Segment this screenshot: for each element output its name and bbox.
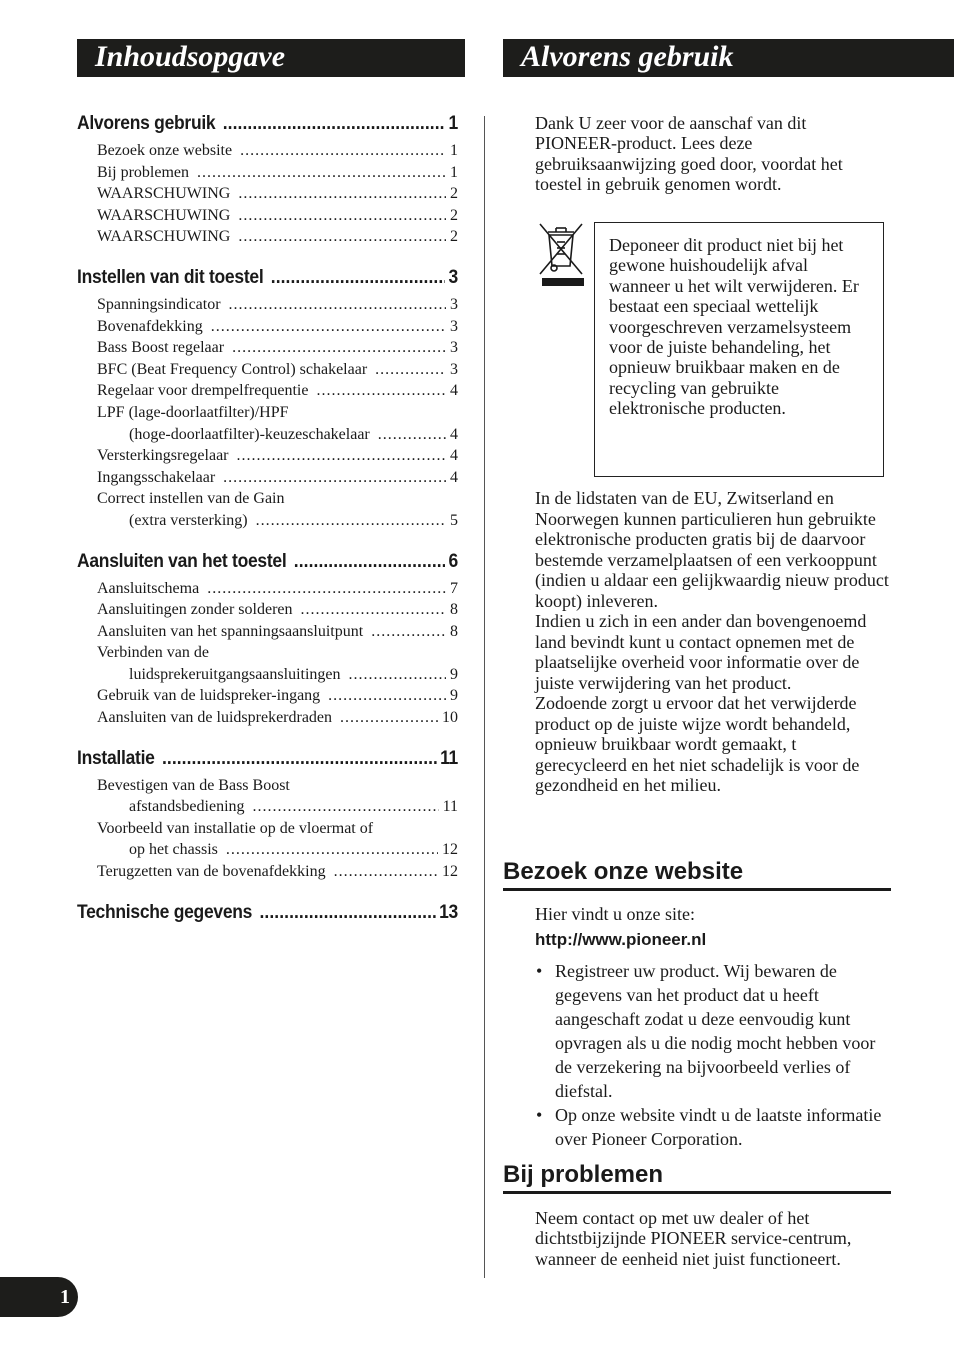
- toc-entry-page: 9: [450, 687, 458, 705]
- toc-entry-label: WAARSCHUWING: [97, 185, 231, 203]
- leader-dots: [223, 467, 446, 489]
- leader-dots: [226, 839, 438, 861]
- toc-entry[interactable]: [77, 707, 458, 729]
- toc-entry[interactable]: [77, 226, 458, 248]
- toc-entry[interactable]: [77, 861, 458, 883]
- leader-dots: [259, 901, 435, 925]
- toc-entry-label: Ingangsschakelaar: [97, 468, 216, 486]
- toc-entry-page: 4: [450, 468, 458, 486]
- eu-paragraph: In de lidstaten van de EU, Zwitserland en Noorwegen kunnen particulieren hun gebruikte elektronische producten gratis bij de daarvoor bestemde verzamelplaatsen of een verkooppunt (indien u aldaar een gelijkwaardig nieuw product koopt) inleveren.: [535, 488, 889, 611]
- page-number: 1: [0, 1277, 78, 1317]
- leader-dots: [301, 599, 447, 621]
- eu-paragraph: Zodoende zorgt u ervoor dat het verwijderde product op de juiste wijze wordt behandeld, opnieuw bruikbaar wordt gemaakt, t gerecycleerd en het niet schadelijk is voor de gezondheid en het milieu.: [535, 693, 860, 795]
- leader-dots: [238, 183, 446, 205]
- toc-heading-label: Instellen van dit toestel: [77, 266, 264, 288]
- toc-entry[interactable]: [77, 664, 458, 686]
- toc-section: [77, 901, 458, 925]
- toc-heading-label: Technische gegevens: [77, 901, 253, 923]
- toc-entry-page: 11: [442, 798, 458, 816]
- toc-entry-label: (hoge-doorlaatfilter)-keuzeschakelaar: [129, 425, 370, 443]
- toc-entry-label: Aansluiten van het spanningsaansluitpunt: [97, 622, 364, 640]
- toc-entry-label: Terugzetten van de bovenafdekking: [97, 863, 326, 881]
- toc-entry[interactable]: [77, 424, 458, 446]
- toc-entry-label: Aansluiten van de luidsprekerdraden: [97, 709, 333, 727]
- toc-entry[interactable]: [77, 445, 458, 467]
- toc-entry-page: 3: [450, 339, 458, 357]
- toc-entry-label: LPF (lage-doorlaatfilter)/HPF: [97, 403, 289, 421]
- toc-heading-page: 6: [448, 550, 459, 572]
- toc-entry-page: 5: [450, 511, 458, 529]
- leader-dots: [328, 685, 446, 707]
- toc-entry-label: Verbinden van de: [97, 644, 209, 662]
- list-item: • Registreer uw product. Wij bewaren de gegevens van het product dat u heeft aangeschaft zodat u deze eenvoudig kunt opvragen als u die nodig mocht hebben voor de verzekering na bijvoorbeeld verlies of diefstal.: [503, 959, 891, 1103]
- leader-dots: [223, 112, 445, 136]
- toc-entry[interactable]: [77, 294, 458, 316]
- toc-heading-page: 13: [439, 901, 459, 923]
- toc-heading[interactable]: [77, 550, 458, 574]
- toc-entry-page: 12: [442, 841, 458, 859]
- leader-dots: [237, 445, 447, 467]
- toc-entry[interactable]: [77, 578, 458, 600]
- toc-heading[interactable]: [77, 901, 458, 925]
- toc-heading[interactable]: [77, 112, 458, 136]
- toc-entry-label: Bij problemen: [97, 163, 189, 181]
- toc-heading[interactable]: [77, 747, 458, 771]
- toc-entry-label: op het chassis: [129, 841, 218, 859]
- leader-dots: [197, 162, 446, 184]
- toc-section: [77, 112, 458, 248]
- toc-entry-page: 4: [450, 447, 458, 465]
- leader-dots: [378, 424, 446, 446]
- toc-entry-page: 7: [450, 579, 458, 597]
- leader-dots: [271, 266, 445, 290]
- toc-entry-label: Aansluitingen zonder solderen: [97, 601, 293, 619]
- problems-heading: Bij problemen: [503, 1161, 891, 1194]
- toc-entry-page: 8: [450, 622, 458, 640]
- toc-entry[interactable]: [77, 685, 458, 707]
- column-divider: [484, 116, 485, 1278]
- toc-entry[interactable]: [77, 818, 458, 840]
- toc-entry[interactable]: [77, 380, 458, 402]
- toc-entry[interactable]: [77, 402, 458, 424]
- toc-entry-page: 2: [450, 206, 458, 224]
- intro-paragraph: Dank U zeer voor de aanschaf van dit PIONEER-product. Lees deze gebruiksaanwijzing goed door, voordat het toestel in gebruik genomen wordt.: [535, 113, 843, 195]
- leader-dots: [256, 510, 446, 532]
- toc-entry-label: Bevestigen van de Bass Boost: [97, 776, 290, 794]
- toc-entry-label: Regelaar voor drempelfrequentie: [97, 382, 309, 400]
- disposal-notice-box: [594, 222, 884, 477]
- leader-dots: [207, 578, 446, 600]
- leader-dots: [340, 707, 438, 729]
- website-section: [503, 858, 891, 1151]
- toc-heading-page: 1: [448, 113, 459, 134]
- leader-dots: [211, 316, 446, 338]
- toc-entry-label: Gebruik van de luidspreker-ingang: [97, 687, 321, 705]
- toc-entry-page: 4: [450, 425, 458, 443]
- toc-heading-page: 11: [440, 747, 459, 769]
- toc-entry[interactable]: [77, 205, 458, 227]
- toc-entry-page: 3: [450, 295, 458, 313]
- toc-entry-page: 8: [450, 601, 458, 619]
- toc-entry[interactable]: [77, 488, 458, 510]
- website-heading: Bezoek onze website: [503, 858, 891, 891]
- toc-entry-page: 12: [442, 863, 458, 881]
- leader-dots: [334, 861, 438, 883]
- toc-entry-label: Voorbeeld van installatie op de vloermat of: [97, 819, 374, 837]
- table-of-contents: [77, 112, 458, 943]
- toc-entry-label: Spanningsindicator: [97, 295, 221, 313]
- toc-entry[interactable]: [77, 140, 458, 162]
- website-link[interactable]: http://www.pioneer.nl: [535, 930, 707, 949]
- toc-entry[interactable]: [77, 621, 458, 643]
- toc-entry[interactable]: [77, 839, 458, 861]
- toc-entry-label: afstandsbediening: [129, 798, 245, 816]
- toc-heading[interactable]: [77, 266, 458, 290]
- toc-entry[interactable]: [77, 162, 458, 184]
- leader-dots: [238, 226, 446, 248]
- toc-entry-label: WAARSCHUWING: [97, 228, 231, 246]
- leader-dots: [162, 747, 436, 771]
- toc-entry[interactable]: [77, 796, 458, 818]
- toc-entry-label: Bass Boost regelaar: [97, 339, 225, 357]
- toc-entry-label: Versterkingsregelaar: [97, 447, 229, 465]
- toc-entry-page: 2: [450, 228, 458, 246]
- problems-text: Neem contact op met uw dealer of het dichtstbijzijnde PIONEER service-centrum, wanneer de eenheid niet juist functioneert.: [535, 1208, 852, 1269]
- toc-entry[interactable]: [77, 599, 458, 621]
- section-title-banner: [503, 39, 954, 77]
- toc-entry-page: 1: [450, 163, 458, 181]
- toc-section: [77, 550, 458, 729]
- toc-entry-page: 2: [450, 185, 458, 203]
- toc-entry-page: 4: [450, 382, 458, 400]
- toc-entry[interactable]: [77, 775, 458, 797]
- disposal-notice-text: Deponeer dit product niet bij het gewone huishoudelijk afval wanneer u het wilt verwijderen. Er bestaat een speciaal wettelijk voorgeschreven verzamelsysteem voor de juiste behandeling, het opnieuw bruikbaar maken en de recycling van gebruikte elektronische producten.: [609, 235, 859, 419]
- toc-entry[interactable]: [77, 337, 458, 359]
- toc-heading-label: Installatie: [77, 747, 155, 769]
- toc-entry[interactable]: [77, 510, 458, 532]
- right-column: [503, 113, 891, 195]
- toc-heading-label: Alvorens gebruik: [77, 113, 216, 134]
- toc-entry-label: luidsprekeruitgangsaansluitingen: [129, 665, 341, 683]
- toc-heading-page: 3: [448, 266, 459, 288]
- toc-entry-label: BFC (Beat Frequency Control) schakelaar: [97, 360, 368, 378]
- toc-entry-label: Aansluitschema: [97, 579, 200, 597]
- leader-dots: [238, 205, 446, 227]
- toc-entry-page: 3: [450, 317, 458, 335]
- toc-entry-page: 9: [450, 665, 458, 683]
- toc-entry-page: 1: [450, 142, 458, 159]
- toc-entry-label: Bovenafdekking: [97, 317, 203, 335]
- website-text: Hier vindt u onze site:: [535, 904, 695, 924]
- problems-section: [503, 1161, 891, 1269]
- crossed-out-wheelie-bin-icon: [538, 222, 586, 288]
- toc-entry-page: 3: [450, 360, 458, 378]
- toc-entry-label: (extra versterking): [129, 511, 248, 529]
- leader-dots: [232, 337, 446, 359]
- toc-title-banner: [77, 39, 465, 77]
- toc-entry[interactable]: [77, 316, 458, 338]
- leader-dots: [240, 140, 446, 162]
- toc-entry-page: 10: [442, 709, 458, 727]
- eu-disposal-text: [535, 488, 891, 796]
- leader-dots: [253, 796, 439, 818]
- leader-dots: [229, 294, 446, 316]
- toc-entry[interactable]: [77, 642, 458, 664]
- toc-entry[interactable]: [77, 359, 458, 381]
- leader-dots: [349, 664, 446, 686]
- toc-entry[interactable]: [77, 183, 458, 205]
- leader-dots: [375, 359, 446, 381]
- leader-dots: [371, 621, 446, 643]
- website-bullets: [503, 959, 891, 1151]
- toc-section: [77, 747, 458, 883]
- leader-dots: [316, 380, 446, 402]
- toc-entry-label: WAARSCHUWING: [97, 206, 231, 224]
- section-title: Alvorens gebruik: [521, 40, 734, 73]
- toc-title: Inhoudsopgave: [95, 40, 286, 73]
- toc-entry-label: Correct instellen van de Gain: [97, 490, 285, 508]
- toc-entry-label: Bezoek onze website: [97, 142, 233, 159]
- eu-paragraph: Indien u zich in een ander dan bovengenoemd land bevindt kunt u contact opnemen met de plaatselijke overheid voor informatie over de juiste verwijdering van het product.: [535, 611, 867, 693]
- list-item: • Op onze website vindt u de laatste informatie over Pioneer Corporation.: [503, 1103, 891, 1151]
- toc-entry[interactable]: [77, 467, 458, 489]
- leader-dots: [294, 550, 445, 574]
- toc-section: [77, 266, 458, 532]
- toc-heading-label: Aansluiten van het toestel: [77, 550, 287, 572]
